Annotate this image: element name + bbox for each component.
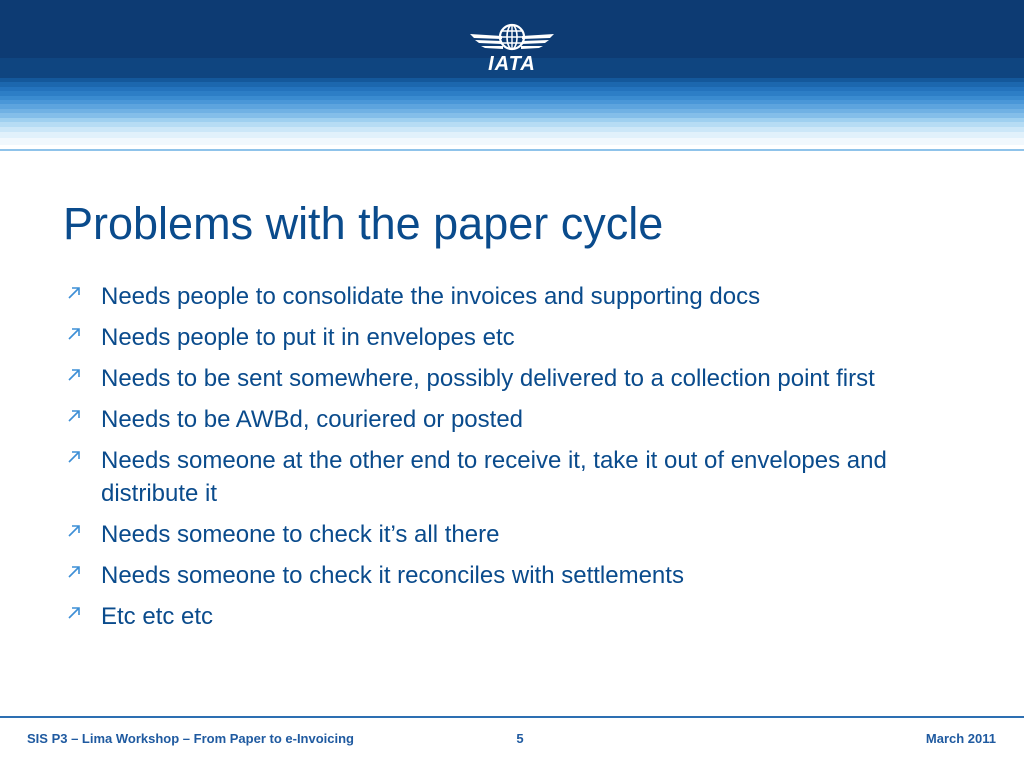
bullet-item <box>63 321 943 354</box>
bullet-item <box>63 600 943 633</box>
arrow-up-right-icon <box>66 408 82 424</box>
globe-wings-icon <box>466 20 558 54</box>
bullet-text: Needs someone to check it reconciles with settlements <box>101 562 684 589</box>
bullet-text: Needs someone at the other end to receive it, take it out of envelopes and distribute it <box>101 447 887 507</box>
arrow-up-right-icon <box>66 449 82 465</box>
header-banner <box>0 0 1024 160</box>
footer-divider <box>0 716 1024 718</box>
bullet-list <box>63 280 943 641</box>
bullet-item <box>63 444 943 510</box>
bullet-item <box>63 559 943 592</box>
logo-wordmark: IATA <box>488 53 536 75</box>
bullet-text: Etc etc etc <box>101 603 214 630</box>
bullet-text: Needs people to put it in envelopes etc <box>101 324 515 351</box>
bullet-item <box>63 280 943 313</box>
bullet-text: Needs someone to check it’s all there <box>101 521 500 548</box>
bullet-text: Needs to be sent somewhere, possibly delivered to a collection point first <box>101 365 875 392</box>
footer-date: March 2011 <box>925 731 996 746</box>
banner-stripe <box>0 138 1024 145</box>
banner-stripe <box>0 149 1024 151</box>
bullet-text: Needs people to consolidate the invoices and supporting docs <box>101 283 761 310</box>
arrow-up-right-icon <box>66 564 82 580</box>
arrow-up-right-icon <box>66 326 82 342</box>
bullet-text: Needs to be AWBd, couriered or posted <box>101 406 524 433</box>
bullet-item <box>63 362 943 395</box>
slide-number: 5 <box>516 731 524 746</box>
bullet-item <box>63 403 943 436</box>
arrow-up-right-icon <box>66 605 82 621</box>
arrow-up-right-icon <box>66 523 82 539</box>
bullet-item <box>63 518 943 551</box>
iata-logo <box>466 20 558 76</box>
slide-title: Problems with the paper cycle <box>63 198 664 249</box>
arrow-up-right-icon <box>66 285 82 301</box>
footer-presentation-title: SIS P3 – Lima Workshop – From Paper to e-Invoicing <box>27 731 354 746</box>
arrow-up-right-icon <box>66 367 82 383</box>
